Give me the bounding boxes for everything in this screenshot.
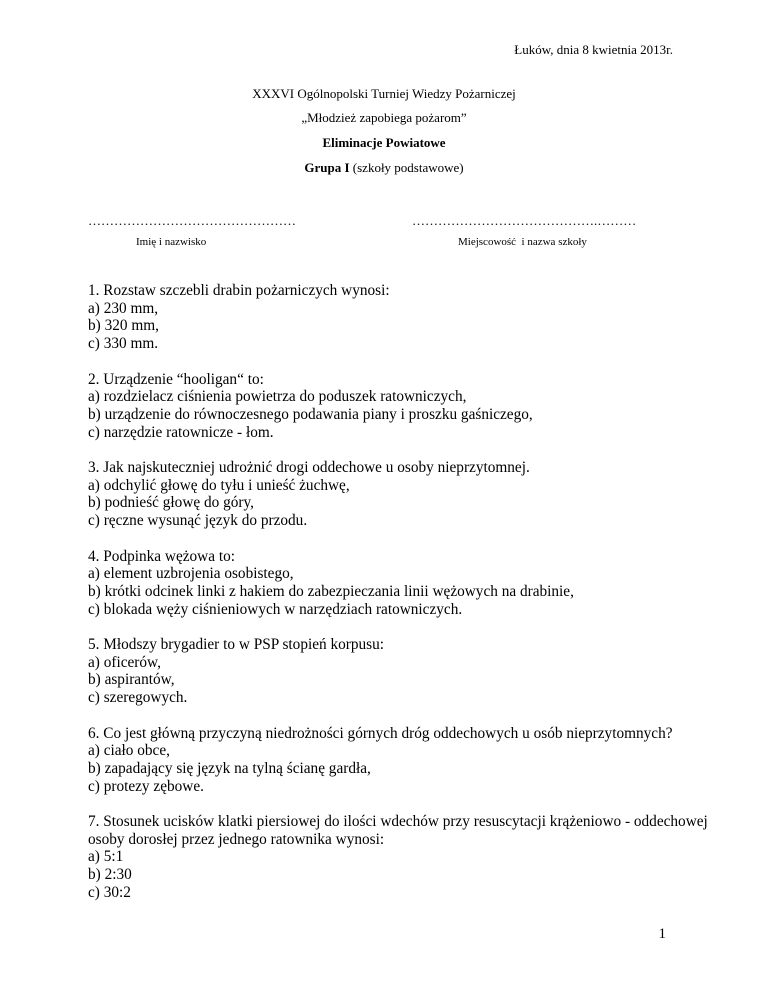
tournament-motto: „Młodzież zapobiega pożarom” bbox=[301, 110, 467, 125]
answer-option: c) blokada węży ciśnieniowych w narzędziach ratowniczych. bbox=[88, 600, 463, 618]
question-text: 3. Jak najskuteczniej udrożnić drogi oddechowe u osoby nieprzytomnej. bbox=[88, 459, 530, 476]
answer-option: a) ciało obce, bbox=[88, 742, 170, 760]
question-item bbox=[88, 725, 708, 796]
answer-option: c) narzędzie ratownicze - łom. bbox=[88, 423, 274, 441]
name-field-label: Imię i nazwisko bbox=[136, 236, 207, 248]
answer-option: a) 5:1 bbox=[88, 848, 124, 866]
answer-option: b) 320 mm, bbox=[88, 317, 159, 335]
question-text: 1. Rozstaw szczebli drabin pożarniczych wynosi: bbox=[88, 282, 390, 299]
answer-option: b) podnieść głowę do góry, bbox=[88, 494, 254, 512]
group-name: Grupa I bbox=[304, 160, 350, 175]
question-item bbox=[88, 636, 708, 707]
question-item bbox=[88, 548, 708, 619]
question-item bbox=[88, 371, 708, 442]
answer-option: c) 30:2 bbox=[88, 883, 131, 901]
group-line bbox=[0, 160, 768, 176]
stage-title: Eliminacje Powiatowe bbox=[322, 135, 446, 150]
school-field[interactable]: …………………………………….……… bbox=[412, 213, 637, 228]
date-line: Łuków, dnia 8 kwietnia 2013r. bbox=[514, 42, 673, 57]
answer-option: c) szeregowych. bbox=[88, 689, 188, 707]
question-text: 4. Podpinka wężowa to: bbox=[88, 547, 235, 565]
question-text: 7. Stosunek ucisków klatki piersiowej do ilości wdechów przy resuscytacji krążeniowo - oddechowej osoby dorosłej przez jednego ratownika wynosi: bbox=[88, 813, 708, 848]
answer-option: c) ręczne wysunąć język do przodu. bbox=[88, 512, 308, 530]
answer-option: b) zapadający się język na tylną ścianę gardła, bbox=[88, 759, 371, 777]
answer-option: a) odchylić głowę do tyłu i unieść żuchwę, bbox=[88, 476, 350, 494]
answer-option: c) 330 mm. bbox=[88, 335, 159, 353]
answer-option: b) aspirantów, bbox=[88, 671, 175, 689]
answer-option: b) 2:30 bbox=[88, 866, 132, 884]
group-description: (szkoły podstawowe) bbox=[349, 160, 464, 175]
question-item bbox=[88, 282, 708, 353]
question-text: 5. Młodszy brygadier to w PSP stopień korpusu: bbox=[88, 636, 385, 653]
answer-option: a) 230 mm, bbox=[88, 299, 159, 317]
school-field-label: Miejscowość i nazwa szkoły bbox=[458, 236, 587, 248]
question-item bbox=[88, 459, 708, 530]
question-text: 2. Urządzenie “hooligan“ to: bbox=[88, 370, 264, 388]
answer-option: c) protezy zębowe. bbox=[88, 777, 204, 795]
question-item bbox=[88, 813, 708, 902]
tournament-title: XXXVI Ogólnopolski Turniej Wiedzy Pożarniczej bbox=[252, 86, 516, 101]
questions-list bbox=[88, 282, 708, 919]
answer-option: a) rozdzielacz ciśnienia powietrza do poduszek ratowniczych, bbox=[88, 388, 467, 406]
answer-option: a) oficerów, bbox=[88, 653, 161, 671]
name-field[interactable]: ………………………………………… bbox=[88, 213, 296, 228]
answer-option: b) krótki odcinek linki z hakiem do zabezpieczania linii wężowych na drabinie, bbox=[88, 582, 574, 600]
question-text: 6. Co jest główną przyczyną niedrożności górnych dróg oddechowych u osób nieprzytomnych? bbox=[88, 724, 673, 742]
answer-option: a) element uzbrojenia osobistego, bbox=[88, 565, 294, 583]
answer-option: b) urządzenie do równoczesnego podawania piany i proszku gaśniczego, bbox=[88, 405, 533, 423]
page-number: 1 bbox=[658, 926, 666, 942]
